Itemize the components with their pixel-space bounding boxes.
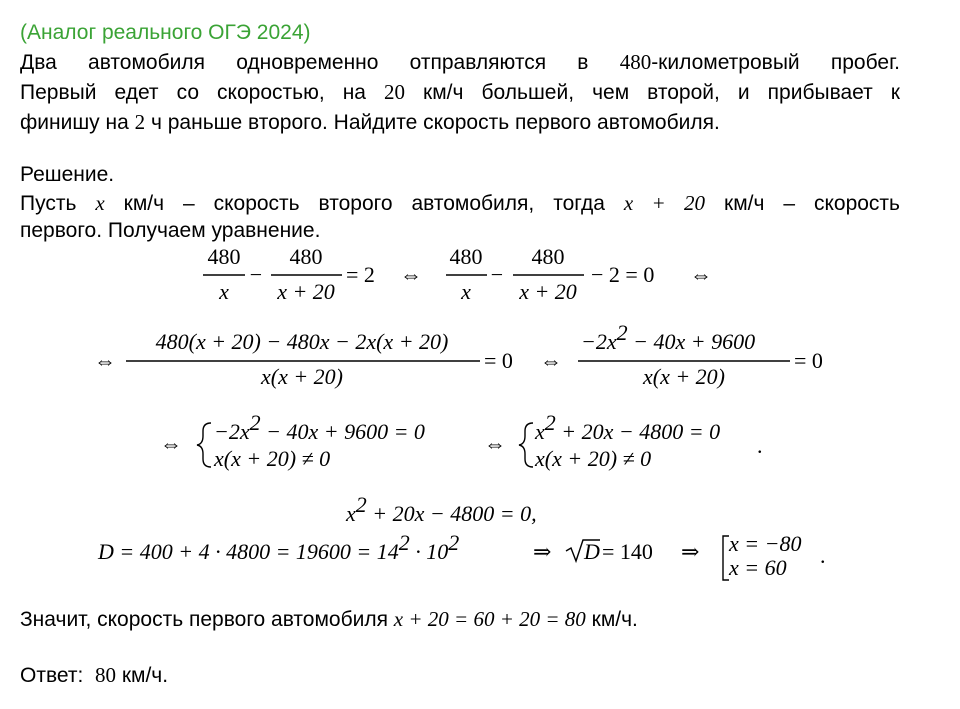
fraction-denominator: x + 20	[519, 279, 577, 304]
fraction-numerator: −2x2 − 40x + 9600	[581, 320, 756, 354]
discriminant-expression: D = 400 + 4 · 4800 = 19600 = 142 · 102	[98, 530, 460, 564]
system-brace	[197, 423, 211, 467]
fraction-denominator: x	[219, 279, 229, 304]
solution-line-2: первого. Получаем уравнение.	[20, 219, 321, 242]
problem-line-1: Два автомобиля одновременно отправляются в 480-километровый пробег.	[20, 50, 900, 74]
equation-row-2	[94, 320, 823, 389]
implies-symbol: ⇒	[681, 539, 700, 564]
system-line-1: x2 + 20x − 4800 = 0	[535, 410, 721, 444]
equation-row-4	[345, 492, 537, 526]
answer-line: Ответ: 80 км/ч.	[20, 663, 169, 687]
system-line-2: x(x + 20) ≠ 0	[535, 446, 652, 471]
iff-symbol: ⇔	[400, 262, 422, 287]
equation-rhs: = 2	[346, 262, 375, 287]
fraction-denominator: x(x + 20)	[260, 364, 344, 389]
minus-sign: −	[490, 262, 504, 287]
iff-symbol: ⇔	[160, 431, 182, 456]
source-label: (Аналог реального ОГЭ 2024)	[20, 21, 311, 44]
fraction-denominator: x + 20	[277, 279, 335, 304]
equation-row-1	[203, 244, 712, 304]
problem-line-2: Первый едет со скоростью, на 20 км/ч большей, чем второй, и прибывает к	[20, 80, 900, 104]
fraction-denominator: x(x + 20)	[642, 364, 726, 389]
solution-heading: Решение.	[20, 163, 115, 186]
answer-label: Ответ:	[20, 664, 84, 687]
system-line-2: x(x + 20) ≠ 0	[214, 446, 331, 471]
fraction-numerator: 480	[531, 244, 565, 269]
equation-rhs: = 0	[794, 348, 823, 373]
fraction-numerator: 480	[449, 244, 483, 269]
system-line-1: −2x2 − 40x + 9600 = 0	[214, 410, 425, 444]
sqrt-argument: D	[584, 539, 600, 564]
fraction-numerator: 480	[289, 244, 323, 269]
quadratic-equation: x2 + 20x − 4800 = 0,	[346, 492, 537, 526]
fraction-numerator: 480	[207, 244, 241, 269]
implies-symbol: ⇒	[533, 539, 552, 564]
problem-line-3: финишу на 2 ч раньше второго. Найдите скорость первого автомобиля.	[20, 110, 720, 134]
answer-value: 80	[94, 663, 116, 687]
sqrt-result: = 140	[602, 539, 653, 564]
iff-symbol: ⇔	[94, 348, 116, 373]
period: .	[820, 543, 826, 568]
iff-symbol: ⇔	[690, 262, 712, 287]
iff-symbol: ⇔	[484, 431, 506, 456]
system-brace	[519, 423, 533, 467]
solution-line-1: Пусть x км/ч – скорость второго автомобиля, тогда x + 20 км/ч – скорость	[20, 191, 900, 215]
fraction-numerator: 480(x + 20) − 480x − 2x(x + 20)	[155, 329, 449, 354]
period: .	[757, 433, 763, 458]
fraction-denominator: x	[461, 279, 471, 304]
solution-2: x = 60	[729, 555, 787, 580]
equation-row-3	[160, 410, 763, 471]
equation-rhs: = 0	[484, 348, 513, 373]
equation-rhs: − 2 = 0	[591, 262, 655, 287]
equation-row-5	[97, 530, 826, 580]
solution-1: x = −80	[729, 531, 802, 556]
conclusion-line: Значит, скорость первого автомобиля x + 20 = 60 + 20 = 80 км/ч.	[20, 607, 638, 631]
minus-sign: −	[249, 262, 263, 287]
iff-symbol: ⇔	[540, 348, 562, 373]
